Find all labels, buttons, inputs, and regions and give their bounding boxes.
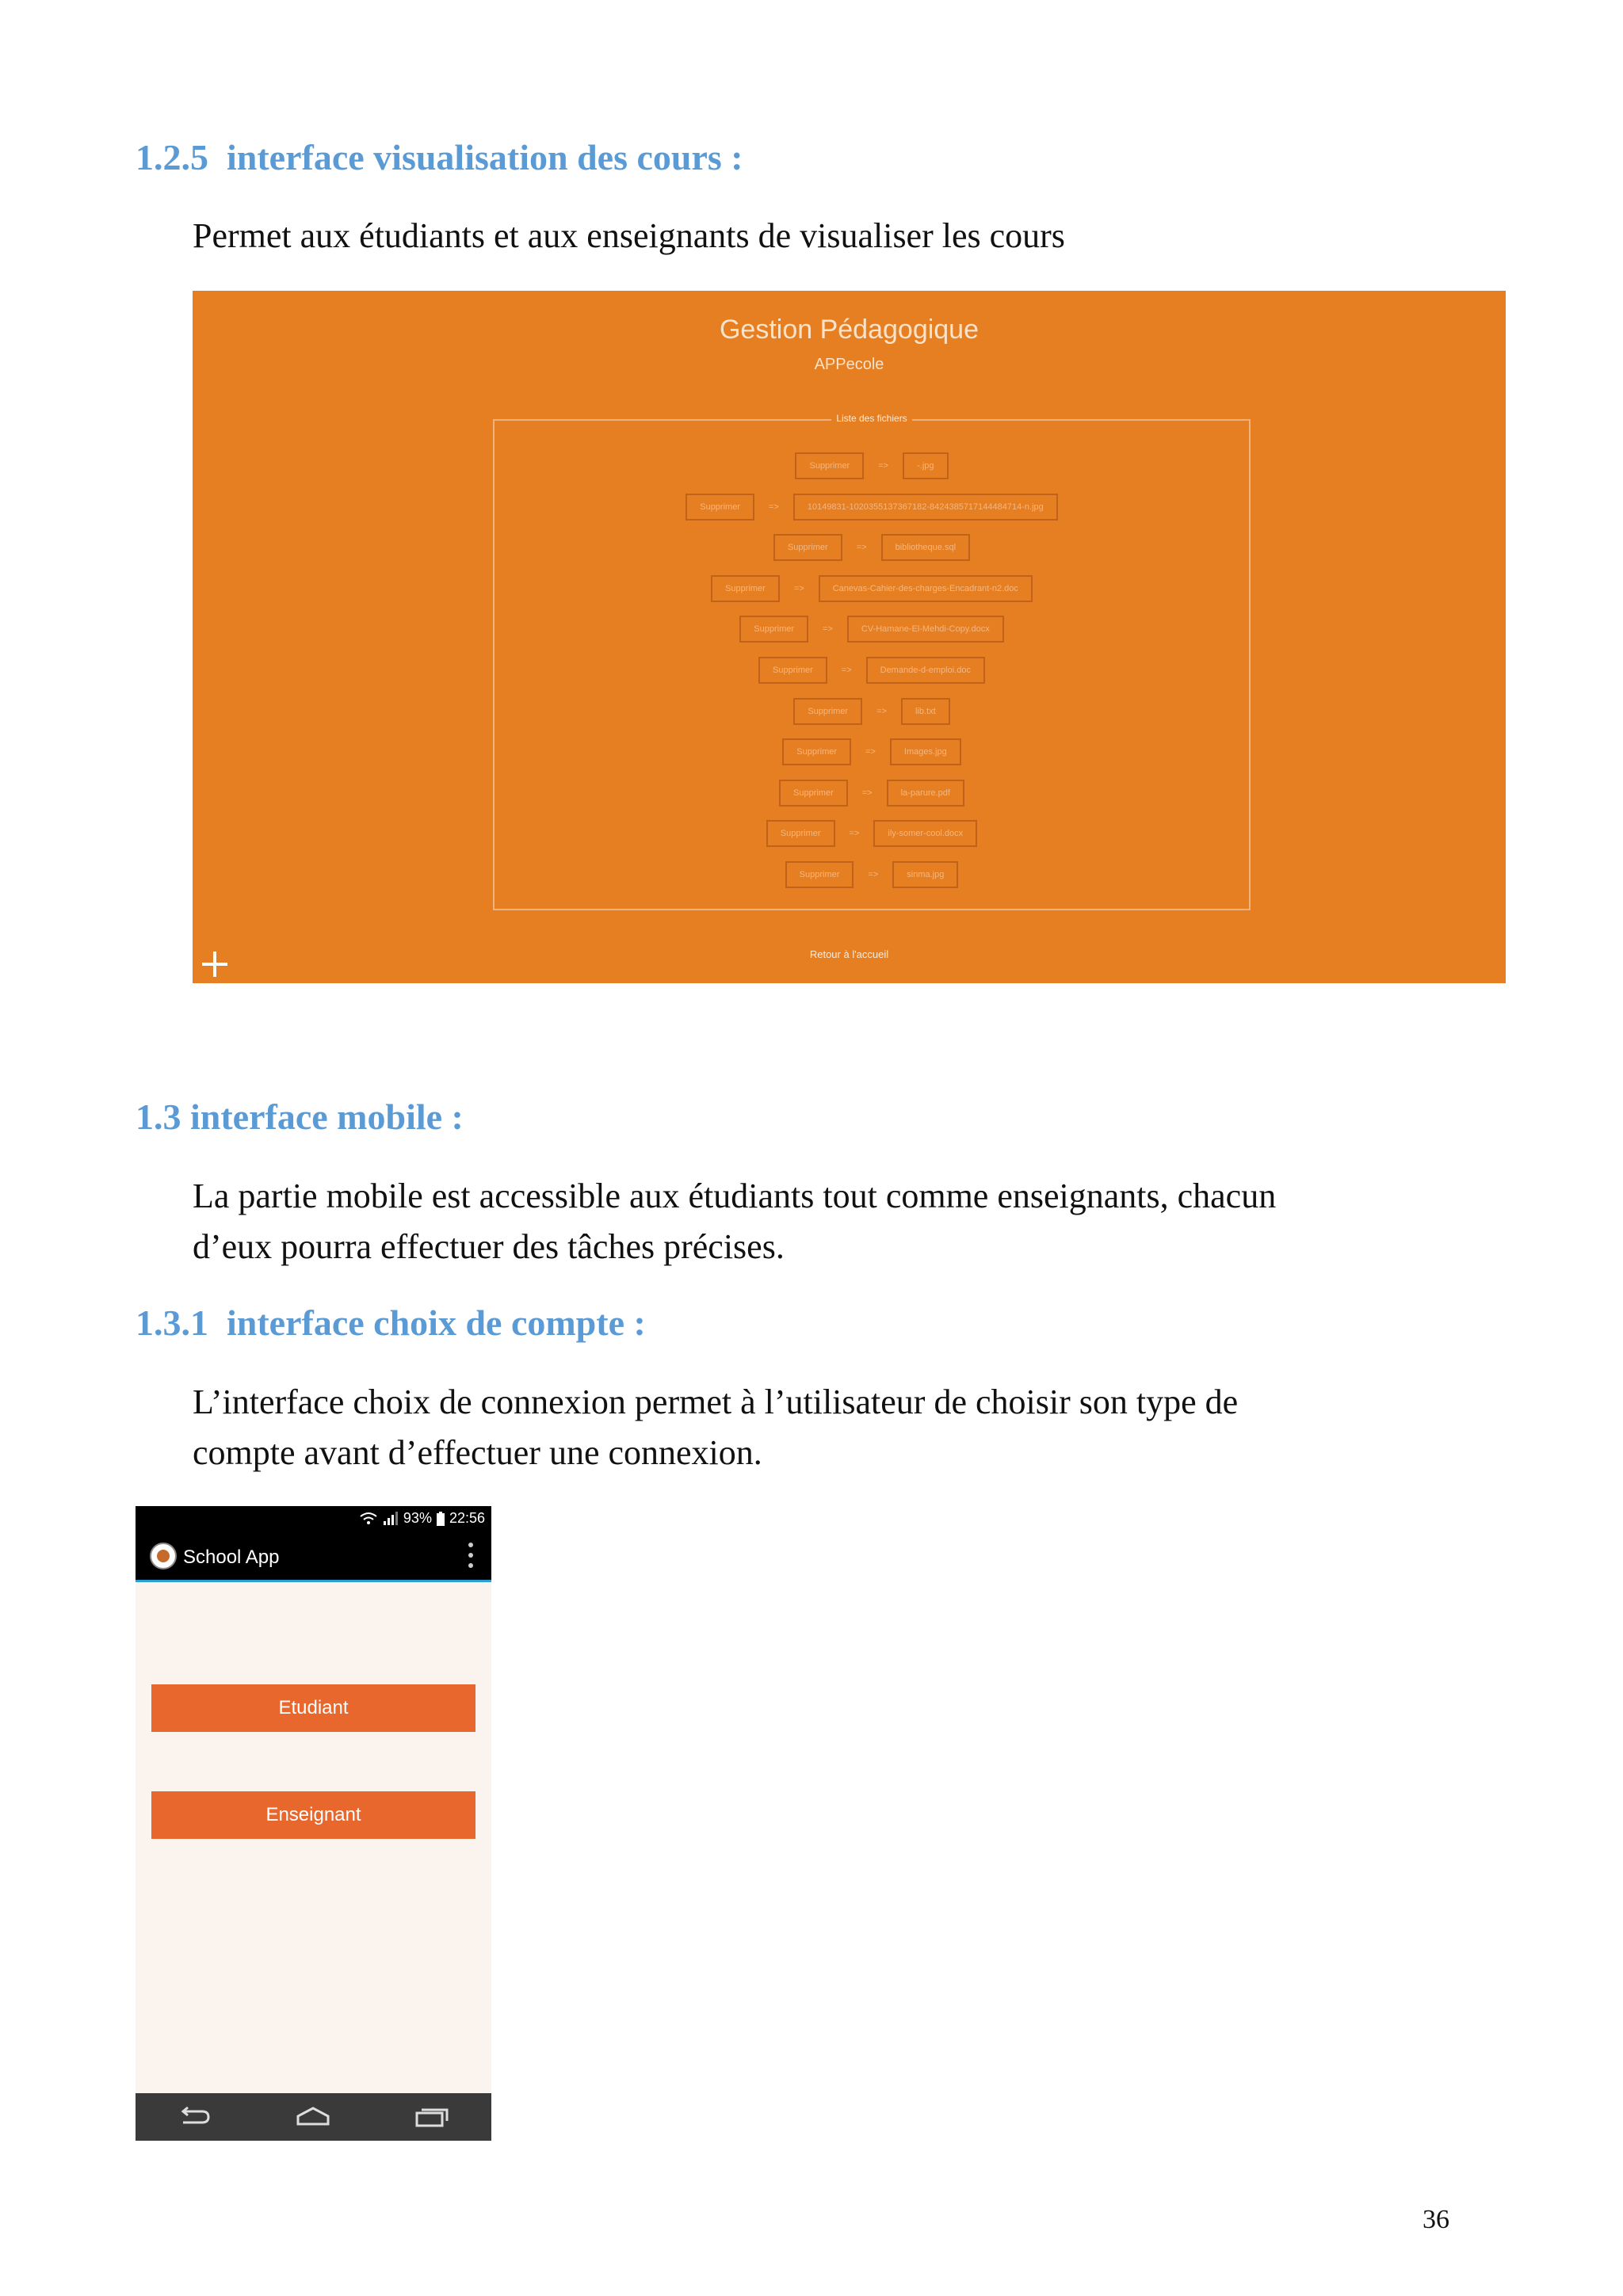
app-bar <box>136 1533 491 1582</box>
section-heading-1-2-5 <box>136 136 743 178</box>
overflow-menu-icon[interactable] <box>468 1543 474 1568</box>
delete-file-button[interactable]: Supprimer <box>779 780 848 807</box>
file-name-link[interactable]: 10149831-1020355137367182-8424385717144484714-n.jpg <box>793 494 1058 521</box>
web-app-title: Gestion Pédagogique <box>719 315 980 345</box>
file-row <box>495 860 1249 890</box>
section-text <box>193 1377 1238 1478</box>
section-number: 1.3.1 <box>136 1302 208 1343</box>
arrow-label: => <box>856 543 867 553</box>
status-time: 22:56 <box>449 1510 485 1526</box>
file-row <box>495 532 1249 563</box>
delete-file-button[interactable]: Supprimer <box>766 820 835 847</box>
wifi-icon <box>359 1512 378 1526</box>
file-row <box>495 696 1249 727</box>
file-name-link[interactable]: bibliotheque.sql <box>881 534 970 561</box>
app-logo-icon <box>150 1543 177 1569</box>
delete-file-button[interactable]: Supprimer <box>739 616 808 643</box>
section-text-line: L’interface choix de connexion permet à l’utilisateur de choisir son type de <box>193 1383 1239 1421</box>
page-number: 36 <box>1423 2205 1449 2234</box>
signal-icon <box>383 1512 399 1526</box>
section-text-line: d’eux pourra effectuer des tâches précises. <box>193 1227 785 1266</box>
file-name-link[interactable]: -.jpg <box>903 452 948 479</box>
section-heading-1-3-1 <box>136 1302 646 1344</box>
delete-file-button[interactable]: Supprimer <box>795 452 864 479</box>
etudiant-button[interactable]: Etudiant <box>151 1684 475 1732</box>
arrow-label: => <box>841 666 852 675</box>
section-number: 1.2.5 <box>136 137 208 177</box>
home-icon[interactable] <box>295 2105 331 2129</box>
arrow-label: => <box>793 583 804 593</box>
section-text <box>193 1171 1276 1272</box>
section-text-line: compte avant d’effectuer une connexion. <box>193 1433 762 1472</box>
file-name-link[interactable]: Images.jpg <box>890 738 961 765</box>
plus-icon[interactable] <box>199 948 231 980</box>
delete-file-button[interactable]: Supprimer <box>758 657 827 684</box>
status-bar <box>136 1506 491 1533</box>
file-name-link[interactable]: Demande-d-emploi.doc <box>866 657 985 684</box>
file-name-link[interactable]: Canevas-Cahier-des-charges-Encadrant-n2.doc <box>819 575 1033 602</box>
arrow-label: => <box>768 502 779 512</box>
section-title: interface choix de compte : <box>227 1302 646 1343</box>
file-list-legend: Liste des fichiers <box>495 413 1249 424</box>
file-row <box>495 655 1249 685</box>
arrow-label: => <box>878 461 889 471</box>
file-row <box>495 818 1249 849</box>
delete-file-button[interactable]: Supprimer <box>785 861 854 888</box>
arrow-label: => <box>868 870 879 879</box>
file-name-link[interactable]: ily-somer-cool.docx <box>873 820 977 847</box>
arrow-label: => <box>876 706 887 716</box>
delete-file-button[interactable]: Supprimer <box>793 698 862 725</box>
file-name-link[interactable]: la-parure.pdf <box>887 780 964 807</box>
file-row <box>495 451 1249 481</box>
file-row <box>495 737 1249 767</box>
file-row <box>495 492 1249 522</box>
delete-file-button[interactable]: Supprimer <box>685 494 754 521</box>
arrow-label: => <box>823 624 833 635</box>
section-text-line: La partie mobile est accessible aux étudiants tout comme enseignants, chacun <box>193 1177 1277 1215</box>
app-name: School App <box>183 1547 280 1568</box>
web-app-subtitle: APPecole <box>814 356 884 373</box>
file-row <box>495 574 1249 604</box>
back-home-link[interactable]: Retour à l'accueil <box>809 948 889 960</box>
arrow-label: => <box>861 788 873 798</box>
file-list-box <box>493 413 1251 910</box>
delete-file-button[interactable]: Supprimer <box>711 575 780 602</box>
section-heading-1-3 <box>136 1096 464 1138</box>
mobile-app-screenshot <box>136 1506 491 2141</box>
delete-file-button[interactable]: Supprimer <box>773 534 842 561</box>
battery-icon <box>437 1512 445 1526</box>
file-name-link[interactable]: sinma.jpg <box>892 861 958 888</box>
section-text: Permet aux étudiants et aux enseignants de visualiser les cours <box>193 216 1065 255</box>
navigation-bar <box>136 2093 491 2141</box>
section-number: 1.3 <box>136 1097 181 1137</box>
arrow-label: => <box>865 747 876 757</box>
file-row <box>495 614 1249 644</box>
back-icon[interactable] <box>177 2105 213 2129</box>
arrow-label: => <box>849 829 860 839</box>
web-app-screenshot <box>193 291 1506 983</box>
file-name-link[interactable]: CV-Hamane-El-Mehdi-Copy.docx <box>847 616 1004 643</box>
section-title: interface visualisation des cours : <box>227 137 743 177</box>
file-name-link[interactable]: lib.txt <box>901 698 950 725</box>
delete-file-button[interactable]: Supprimer <box>782 738 851 765</box>
recent-apps-icon[interactable] <box>414 2105 450 2129</box>
file-row <box>495 778 1249 808</box>
battery-percent: 93% <box>403 1510 432 1526</box>
enseignant-button[interactable]: Enseignant <box>151 1791 475 1839</box>
section-title: interface mobile : <box>190 1097 464 1137</box>
